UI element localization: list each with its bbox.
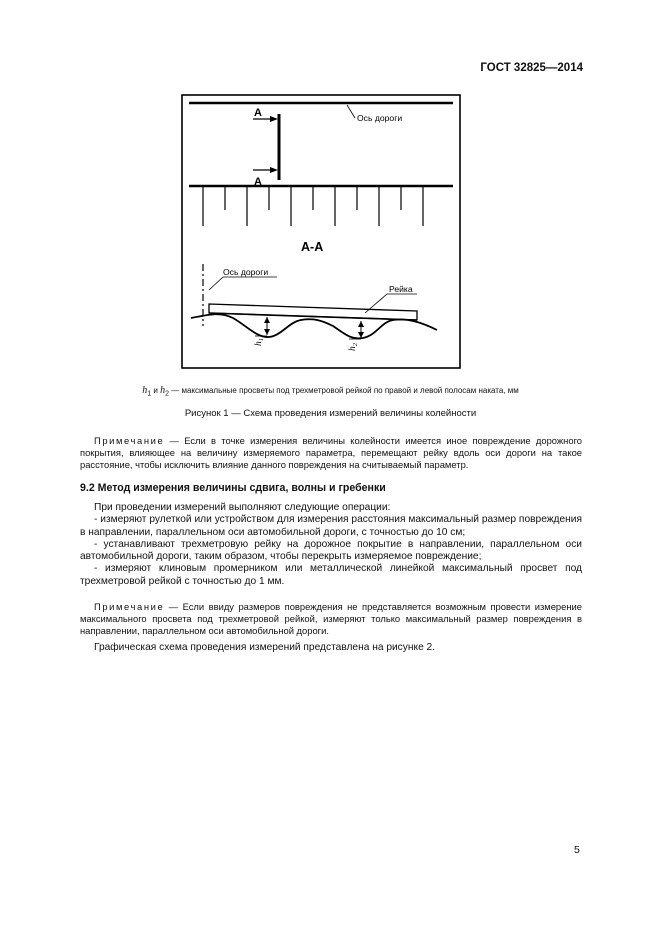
figure-caption: Рисунок 1 — Схема проведения измерений величины колейности xyxy=(184,408,477,419)
figure-frame xyxy=(182,95,460,368)
note-2: Примечание — Если ввиду размеров повреждения не представляется возможным провести измерение максимального просвета под трехметровой рейкой, измеряют только максимальный размер повреждения в направлении, параллельном оси автомобильной дороги. xyxy=(80,601,582,636)
note-label: Примечание xyxy=(94,435,165,446)
section-label-top: А xyxy=(254,107,262,119)
figure-legend: $h_1$ и $h_2$ — максимальные просветы под трехметровой рейкой по правой и левой полосам наката, мм xyxy=(142,385,519,398)
section-arrowhead-bottom xyxy=(270,167,278,173)
figure-1-diagram xyxy=(181,94,461,369)
axis-label-leader xyxy=(347,105,355,118)
section-body xyxy=(80,502,582,588)
measurement-scheme-svg xyxy=(181,94,461,369)
note-label: Примечание xyxy=(94,601,165,612)
list-item: - измеряют клиновым промерником или металлической линейкой максимальный просвет под трехметровой рейкой с точностью до 1 мм. xyxy=(80,563,582,587)
axis-label-bottom: Ось дороги xyxy=(223,267,269,277)
axis-label-leader-bottom xyxy=(209,277,223,290)
note-1: Примечание — Если в точке измерения величины колейности имеется иное повреждение дорожного покрытия, влияющее на величину измеряемого параметра, перемещают рейку вдоль оси дороги на такое расстояние, чтобы исключить влияние данного повреждения на считываемый параметр. xyxy=(80,435,582,470)
h1-label: $h_1$ xyxy=(254,338,265,346)
section-label-bottom: А xyxy=(254,176,262,188)
page-number: 5 xyxy=(574,844,580,856)
list-item: - измеряют рулеткой или устройством для измерения расстояния максимальный размер повреждения в направлении, параллельном оси автомобильной дороги, с точностью до 10 см; xyxy=(80,514,582,538)
list-item: - устанавливают трехметровую рейку на дорожное покрытие в направлении, параллельном оси автомобильной дороги, таким образом, чтобы перекрыть измеряемое повреждение; xyxy=(80,538,582,563)
rail-label: Рейка xyxy=(389,284,413,294)
document-header: ГОСТ 32825—2014 xyxy=(480,62,583,74)
three-meter-rail xyxy=(209,304,417,320)
view-title: А-А xyxy=(301,240,324,254)
section-arrowhead-top xyxy=(270,116,278,122)
axis-label-top: Ось дороги xyxy=(357,113,403,123)
h2-label: $h_2$ xyxy=(348,343,359,351)
section-intro: При проведении измерений выполняют следующие операции: xyxy=(94,502,391,513)
pavement-ticks xyxy=(203,186,423,226)
closing-paragraph: Графическая схема проведения измерений представлена на рисунке 2. xyxy=(94,642,436,653)
section-heading: 9.2 Метод измерения величины сдвига, волны и гребенки xyxy=(80,482,386,494)
